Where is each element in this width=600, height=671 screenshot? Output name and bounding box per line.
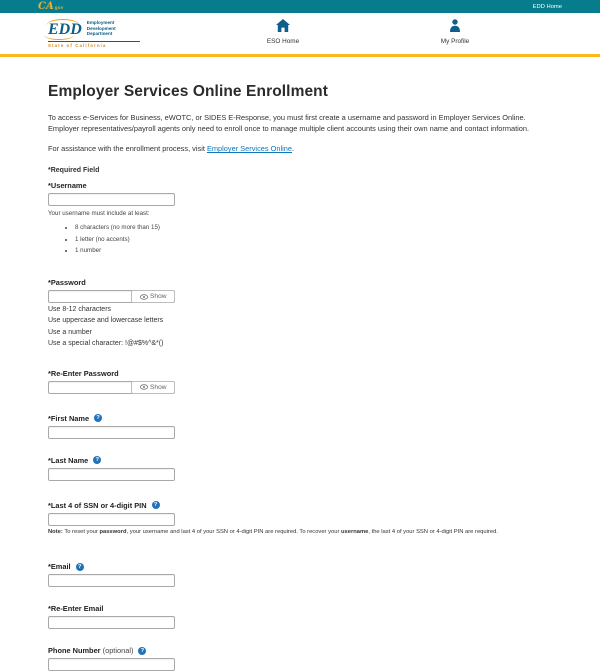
site-header	[0, 13, 600, 57]
eye-icon	[140, 294, 148, 300]
password-show-button[interactable]	[131, 290, 175, 303]
reenter-password-show-label: Show	[150, 383, 167, 391]
home-icon	[276, 18, 290, 32]
edd-logo-department-text: Employment Development Department	[86, 20, 116, 37]
reenter-password-show-button[interactable]	[131, 381, 175, 394]
first-name-field-group	[48, 414, 552, 439]
reenter-email-label: *Re-Enter Email	[48, 604, 104, 614]
edd-home-link[interactable]	[533, 0, 562, 13]
email-field-group	[48, 562, 552, 587]
ca-gov-logo-suffix: gov	[54, 5, 64, 11]
intro-paragraph: To access e-Services for Business, eWOTC, or SIDES E-Response, you must first create a username and password in Employer Services Online. Employer representatives/payroll agents only need to enroll once to manage multiple client accounts using their own name and contact information.	[48, 113, 530, 134]
last-name-label: *Last Name	[48, 455, 89, 465]
phone-help-icon[interactable]: ?	[138, 647, 146, 655]
edd-swoosh-icon	[44, 35, 74, 40]
first-name-input[interactable]	[48, 426, 175, 439]
password-rule: Use 8-12 characters	[48, 305, 112, 313]
username-input[interactable]	[48, 193, 175, 206]
ssn-pin-label: *Last 4 of SSN or 4-digit PIN	[48, 500, 147, 510]
ssn-pin-field-group	[48, 501, 552, 537]
ca-gov-logo-text: CA	[38, 0, 54, 12]
person-icon	[448, 18, 462, 32]
page-title: Employer Services Online Enrollment	[48, 83, 329, 100]
username-hints-list	[75, 224, 552, 254]
email-input[interactable]	[48, 574, 175, 587]
username-hint-item: • 8 characters (no more than 15)	[75, 224, 552, 231]
nav-eso-home-label: ESO Home	[266, 38, 300, 45]
edd-logo[interactable]	[48, 19, 140, 48]
password-rule: Use a special character: !@#$%^&*()	[48, 339, 164, 347]
ca-gov-logo[interactable]	[38, 0, 64, 13]
first-name-label: *First Name	[48, 413, 90, 423]
email-help-icon[interactable]: ?	[76, 563, 84, 571]
edd-logo-state-line: State of California	[48, 41, 140, 48]
username-label: *Username	[48, 181, 87, 191]
main-content	[0, 57, 600, 671]
last-name-input[interactable]	[48, 468, 175, 481]
nav-my-profile[interactable]	[410, 18, 500, 45]
first-name-help-icon[interactable]: ?	[94, 414, 102, 422]
assistance-paragraph: For assistance with the enrollment process, visit Employer Services Online.	[48, 144, 295, 154]
required-field-note: *Required Field	[48, 167, 100, 175]
reenter-email-field-group	[48, 604, 552, 629]
phone-label: Phone Number	[48, 646, 101, 656]
password-rules	[48, 306, 552, 349]
reenter-email-input[interactable]	[48, 616, 175, 629]
password-label: *Password	[48, 278, 86, 288]
eye-icon	[140, 384, 148, 390]
utility-topbar	[0, 0, 600, 13]
email-label: *Email	[48, 562, 71, 572]
username-hint-item: • 1 number	[75, 247, 552, 254]
password-show-label: Show	[150, 293, 167, 301]
employer-services-online-link[interactable]: Employer Services Online	[206, 144, 292, 154]
phone-input[interactable]	[48, 658, 175, 671]
last-name-field-group	[48, 456, 552, 481]
nav-my-profile-label: My Profile	[440, 38, 470, 45]
edd-logo-acronym: EDD	[48, 19, 84, 38]
last-name-help-icon[interactable]: ?	[93, 456, 101, 464]
username-field-group	[48, 181, 552, 254]
username-hint-title: Your username must include at least:	[48, 210, 150, 218]
edd-home-link-label: EDD Home	[532, 3, 562, 10]
reenter-password-field-group	[48, 369, 552, 394]
password-rule: Use a number	[48, 328, 92, 336]
ssn-pin-input[interactable]	[48, 513, 175, 526]
password-field-group	[48, 278, 552, 348]
phone-field-group: Phone Number (optional) ?	[48, 646, 552, 671]
reenter-password-label: *Re-Enter Password	[48, 368, 119, 378]
password-rule: Use uppercase and lowercase letters	[48, 317, 164, 325]
ssn-pin-help-icon[interactable]: ?	[152, 501, 160, 509]
edd-swoosh-icon	[46, 19, 80, 26]
nav-eso-home[interactable]	[238, 18, 328, 45]
ssn-pin-note: Note: To reset your password, your username and last 4 of your SSN or 4-digit PIN are required. To recover your username, the last 4 of your SSN or 4-digit PIN are required.	[48, 528, 498, 535]
username-hint-item: • 1 letter (no accents)	[75, 236, 552, 243]
